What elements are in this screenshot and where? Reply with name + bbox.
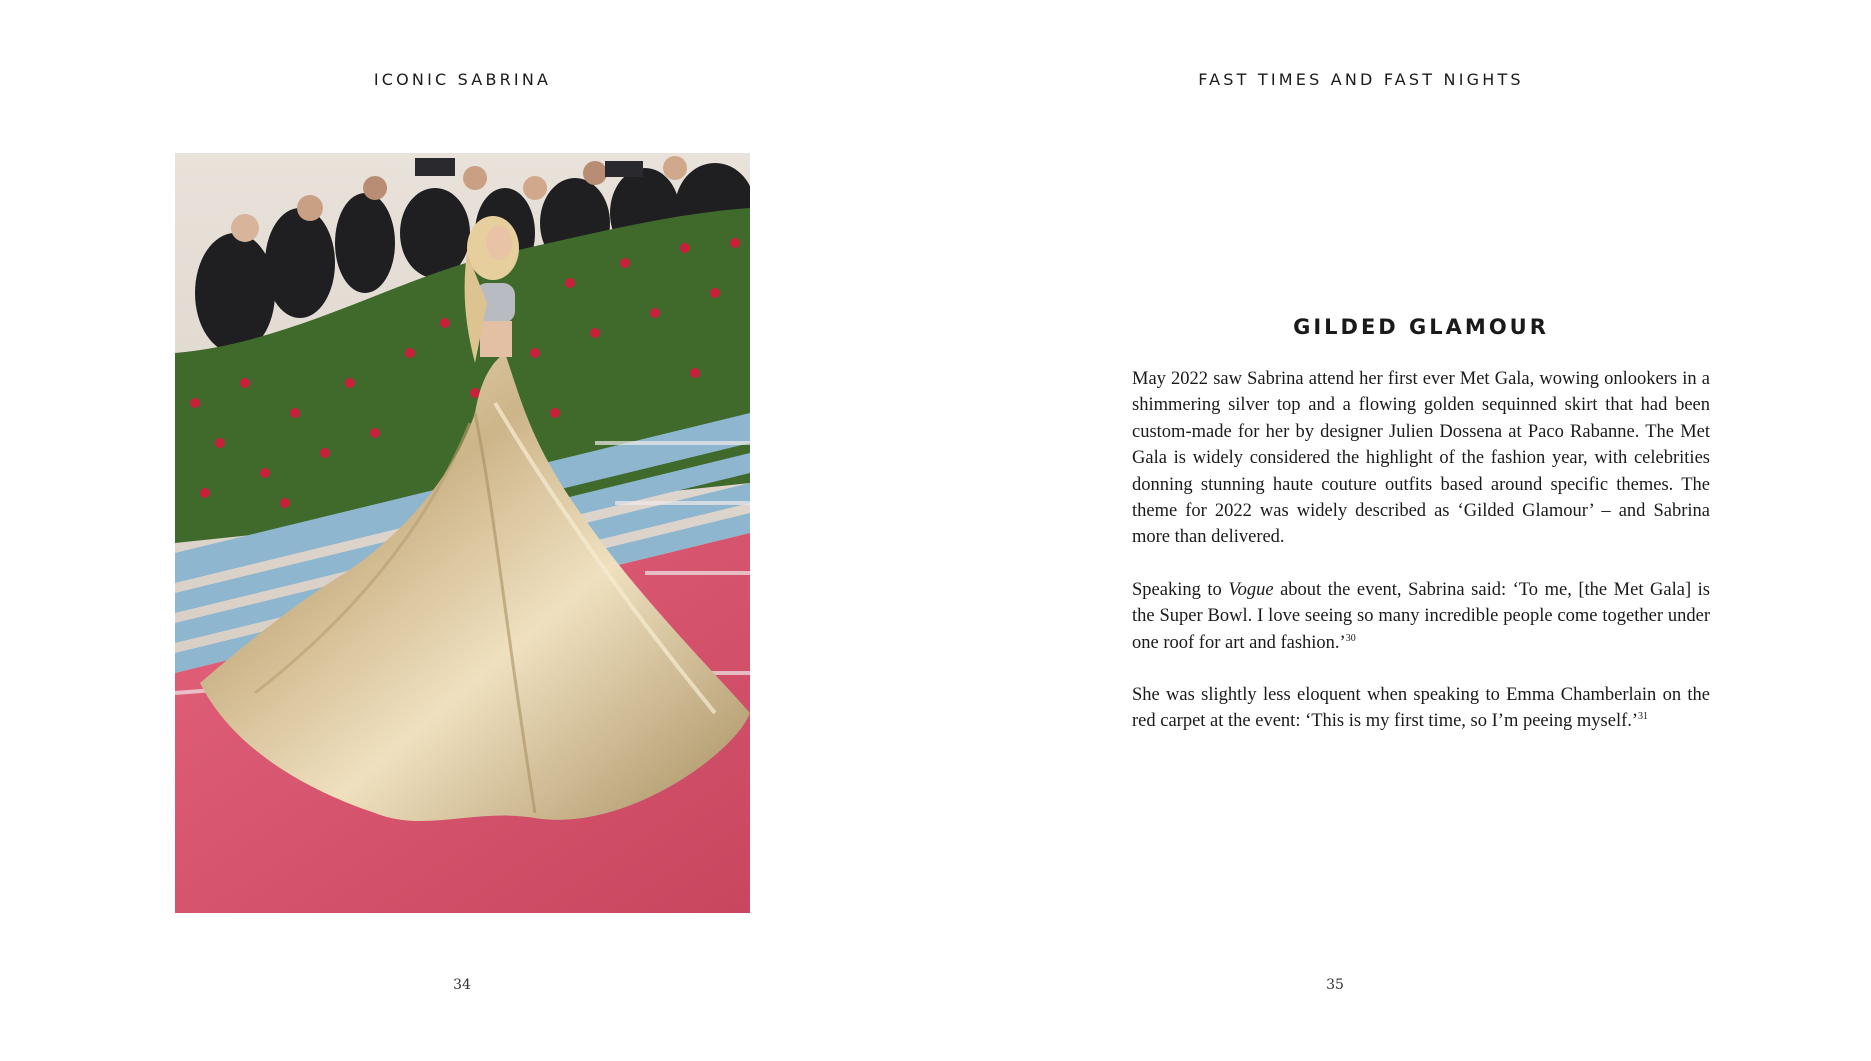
paragraph-3 — [1132, 682, 1710, 735]
met-gala-photo — [175, 153, 750, 913]
paragraph-1: May 2022 saw Sabrina attend her first ever Met Gala, wowing onlookers in a shimmering silver top and a flowing golden sequinned skirt that had been custom-made for her by designer Julien Dossena at Paco Rabanne. The Met Gala is widely considered the highlight of the fashion year, with celebrities donning stunning haute couture outfits based around specific themes. The theme for 2022 was widely described as ‘Gilded Glamour’ – and Sabrina more than delivered. — [1132, 369, 1710, 548]
page-number-left: 34 — [453, 977, 471, 993]
article-title: GILDED GLAMOUR — [1293, 315, 1549, 339]
running-head-left: ICONIC SABRINA — [373, 70, 552, 89]
paragraph-3-text: She was slightly less eloquent when speaking to Emma Chamberlain on the red carpet at the event: ‘This is my first time, so I’m peeing myself.’ — [1132, 685, 1710, 732]
article — [1132, 315, 1710, 761]
vogue-title: Vogue — [1228, 579, 1274, 600]
paragraph-2-after: about the event, Sabrina said: ‘To me, [the Met Gala] is the Super Bowl. I love seeing so many incredible people come together under one roof for art and fashion.’ — [1132, 579, 1710, 653]
running-head-right: FAST TIMES AND FAST NIGHTS — [1198, 70, 1524, 89]
midriff — [480, 321, 512, 357]
face — [486, 226, 512, 260]
right-page — [936, 0, 1871, 1061]
paragraph-2 — [1132, 577, 1710, 656]
page-number-right: 35 — [1326, 977, 1344, 993]
paragraph-2-before: Speaking to — [1132, 579, 1229, 600]
endnote-30: 30 — [1345, 632, 1356, 644]
endnote-31: 31 — [1638, 711, 1649, 723]
left-page — [0, 0, 935, 1061]
